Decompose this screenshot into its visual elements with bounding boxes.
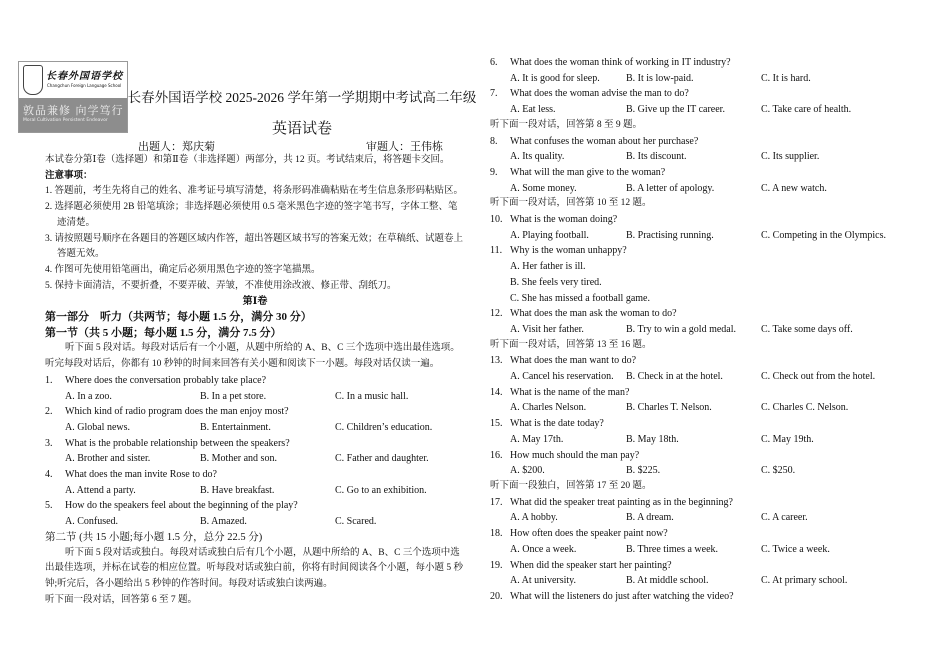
- intro: 本试卷分第Ⅰ卷（选择题）和第Ⅱ卷（非选择题）两部分，共 12 页。考试结束后，将答题卡交回。: [45, 155, 450, 165]
- option: B. At middle school.: [626, 575, 709, 587]
- questions-left: [45, 373, 465, 530]
- option: A. In a zoo.: [65, 390, 112, 402]
- reviewer: 审题人：王伟栋: [366, 141, 443, 153]
- question-number: 19.: [490, 559, 503, 571]
- question-number: 12.: [490, 308, 503, 320]
- note-item: 3. 请按照题号顺序在各题目的答题区域内作答，超出答题区域书写的答案无效；在草稿纸、试题卷上答题无效。: [45, 233, 464, 260]
- question: [490, 306, 915, 322]
- question: [490, 243, 915, 259]
- left-column: [45, 153, 465, 608]
- question-number: 1.: [45, 374, 53, 386]
- question-number: 13.: [490, 355, 503, 367]
- option: A. Its quality.: [510, 151, 565, 163]
- section1-instructions: 听下面 5 段对话。每段对话后有一个小题，从题中所给的 A、B、C 三个选项中选出最佳选项。听完每段对话后，你都有 10 秒钟的时间来回答有关小题和阅读下一小题。每段对话仅读一遍。: [45, 343, 460, 370]
- option: B. $225.: [626, 465, 661, 477]
- note-6-7: 听下面一段对话，回答第 6 至 7 题。: [45, 594, 198, 605]
- question-number: 4.: [45, 469, 53, 481]
- option: B. In a pet store.: [200, 390, 267, 402]
- question: [45, 373, 465, 389]
- option: C. $250.: [761, 465, 796, 477]
- options-row: [490, 542, 915, 558]
- option: A. Attend a party.: [65, 484, 136, 496]
- note-item: 5. 保持卡面清洁，不要折叠，不要弄破、弄皱，不准使用涂改液、修正带、刮纸刀。: [45, 280, 397, 291]
- option: A. Eat less.: [510, 104, 556, 116]
- question-number: 5.: [45, 500, 53, 512]
- section1-heading: 第一节（共 5 小题；每小题 1.5 分，满分 7.5 分）: [45, 326, 282, 339]
- options-row: [490, 369, 915, 385]
- option: C. Scared.: [335, 516, 377, 528]
- question-text: What is the date today?: [510, 418, 604, 430]
- option: A. Her father is ill.: [510, 261, 586, 273]
- options-row: [45, 451, 465, 467]
- options-row: [45, 420, 465, 436]
- question-text: How do the speakers feel about the beginning of the play?: [65, 500, 298, 512]
- option: C. Competing in the Olympics.: [761, 229, 886, 241]
- question-text: How much should the man pay?: [510, 449, 640, 461]
- section2-instructions: 听下面 5 段对话或独白。每段对话或独白后有几个小题，从题中所给的 A、B、C 三个选项中选出最佳选项，并标在试卷的相应位置。听每段对话或独白前，你将有时间阅读各个小题，每小题 5 秒钟;听完后，各小题给出 5 秒钟的作答时间。每段对话或独白读两遍。: [45, 547, 464, 589]
- question-text: What is the probable relationship between the speakers?: [65, 437, 290, 449]
- option: A. Once a week.: [510, 543, 577, 555]
- option: B. A letter of apology.: [626, 182, 715, 194]
- question-number: 8.: [490, 135, 498, 147]
- question-number: 7.: [490, 88, 498, 100]
- question-text: What does the woman advise the man to do?: [510, 88, 689, 100]
- option: A. At university.: [510, 575, 577, 587]
- authors: [138, 138, 443, 154]
- question-number: 14.: [490, 386, 503, 398]
- question: [45, 498, 465, 514]
- option: B. It is low-paid.: [626, 72, 694, 84]
- question-number: 10.: [490, 214, 503, 226]
- question: [490, 558, 915, 574]
- option: C. Take care of health.: [761, 104, 852, 116]
- options-row: [490, 510, 915, 526]
- question-text: What confuses the woman about her purchase?: [510, 135, 699, 147]
- part1-heading: 第一部分 听力（共两节；每小题 1.5 分，满分 30 分）: [45, 311, 312, 324]
- options-row: [490, 463, 915, 479]
- question: [45, 467, 465, 483]
- section2: [45, 530, 465, 609]
- question-text: Where does the conversation probably take place?: [65, 374, 267, 386]
- question-number: 11.: [490, 245, 503, 257]
- question: [45, 436, 465, 452]
- note-item: 1. 答题前，考生先将自己的姓名、准考证号填写清楚，将条形码准确粘贴在考生信息条形码粘贴区。: [45, 186, 464, 197]
- question-text: What does the man want to do?: [510, 355, 637, 367]
- exam-subtitle: 英语试卷: [271, 121, 332, 137]
- option: C. A new watch.: [761, 182, 827, 194]
- options-row: [490, 322, 915, 338]
- question-number: 20.: [490, 590, 503, 602]
- option: A. Confused.: [65, 516, 119, 528]
- option: A. May 17th.: [510, 433, 564, 445]
- option: A. Visit her father.: [510, 323, 584, 335]
- logo-school-name: 长春外国语学校: [46, 71, 123, 82]
- option: B. Three times a week.: [626, 543, 719, 555]
- question-number: 18.: [490, 528, 503, 540]
- question-text: Why is the woman unhappy?: [510, 245, 627, 257]
- notes-title: 注意事项：: [45, 170, 93, 181]
- question: [490, 86, 915, 102]
- option: C. She has missed a football game.: [510, 292, 650, 304]
- options-row: [490, 102, 915, 118]
- option: C. Father and daughter.: [335, 453, 429, 465]
- question: [490, 385, 915, 401]
- question: [490, 55, 915, 71]
- question-text: What will the man give to the woman?: [510, 166, 666, 178]
- section-note: 听下面一段对话，回答第 13 至 16 题。: [490, 339, 652, 350]
- questions-right: [490, 55, 915, 605]
- options-row: [490, 71, 915, 87]
- option: C. Take some days off.: [761, 323, 853, 335]
- option: C. Twice a week.: [761, 543, 830, 555]
- question: [45, 404, 465, 420]
- option: B. Entertainment.: [200, 421, 271, 433]
- volume-heading: 第Ⅰ卷: [242, 296, 268, 308]
- question: [490, 526, 915, 542]
- option: B. She feels very tired.: [510, 276, 602, 288]
- option: A. Some money.: [510, 182, 577, 194]
- option: A. Charles Nelson.: [510, 402, 587, 414]
- note-item: 4. 作图可先使用铅笔画出，确定后必须用黑色字迹的签字笔描黑。: [45, 264, 321, 275]
- section-note: 听下面一段对话，回答第 8 至 9 题。: [490, 119, 643, 130]
- options-row: [45, 514, 465, 530]
- question-number: 17.: [490, 496, 503, 508]
- question-number: 15.: [490, 418, 503, 430]
- option: C. Charles C. Nelson.: [761, 402, 849, 414]
- school-logo: [18, 61, 128, 133]
- option: C. Go to an exhibition.: [335, 484, 427, 496]
- option: C. Children’s education.: [335, 421, 433, 433]
- question-number: 16.: [490, 449, 503, 461]
- question-text: When did the speaker start her painting?: [510, 559, 672, 571]
- option: B. Practising running.: [626, 229, 714, 241]
- option: A. $200.: [510, 465, 545, 477]
- question: [490, 212, 915, 228]
- section2-heading: 第二节 (共 15 小题;每小题 1.5 分，总分 22.5 分): [45, 531, 263, 543]
- options-row: [490, 149, 915, 165]
- option: C. At primary school.: [761, 575, 848, 587]
- options-row: [490, 573, 915, 589]
- options-row: [490, 228, 915, 244]
- logo-motto: 敦品兼修 向学笃行: [23, 104, 124, 117]
- option: B. Charles T. Nelson.: [626, 402, 712, 414]
- question: [490, 134, 915, 150]
- option: B. A dream.: [626, 512, 674, 524]
- option: C. In a music hall.: [335, 390, 409, 402]
- logo-motto-en: Moral Cultivation Persistent Endeavor: [23, 118, 108, 123]
- question: [490, 165, 915, 181]
- question-text: What is the woman doing?: [510, 214, 618, 226]
- option: B. Check in at the hotel.: [626, 371, 723, 383]
- options-row: [45, 389, 465, 405]
- section-note: 听下面一段对话，回答第 10 至 12 题。: [490, 198, 652, 209]
- option: B. May 18th.: [626, 433, 679, 445]
- option: A. It is good for sleep.: [510, 72, 600, 84]
- question: [490, 448, 915, 464]
- question: [490, 589, 915, 605]
- option: C. A career.: [761, 512, 808, 524]
- question-text: Which kind of radio program does the man enjoy most?: [65, 406, 289, 418]
- question: [490, 353, 915, 369]
- option: C. May 19th.: [761, 433, 814, 445]
- section-note: 听下面一段独白，回答第 17 至 20 题。: [490, 480, 652, 491]
- question-text: What will the listeners do just after watching the video?: [510, 590, 734, 602]
- option: A. Brother and sister.: [65, 453, 151, 465]
- question-text: What does the woman think of working in IT industry?: [510, 57, 731, 68]
- question-text: What did the speaker treat painting as in the beginning?: [510, 496, 733, 508]
- question-text: What is the name of the man?: [510, 386, 630, 398]
- option: C. Check out from the hotel.: [761, 371, 876, 383]
- question-number: 3.: [45, 437, 53, 449]
- question-text: What does the man invite Rose to do?: [65, 469, 217, 481]
- note-item: 2. 选择题必须使用 2B 铅笔填涂；非选择题必须使用 0.5 毫米黑色字迹的签字笔书写，字体工整、笔迹清楚。: [45, 202, 458, 228]
- option: C. Its supplier.: [761, 151, 820, 163]
- question-text: What does the man ask the woman to do?: [510, 308, 677, 320]
- question: [490, 416, 915, 432]
- question-number: 9.: [490, 166, 498, 178]
- question-text: How often does the speaker paint now?: [510, 528, 668, 540]
- option: B. Mother and son.: [200, 453, 277, 465]
- option: B. Its discount.: [626, 151, 687, 163]
- options-row: [490, 181, 915, 197]
- question-number: 6.: [490, 57, 498, 68]
- option: A. Playing football.: [510, 229, 589, 241]
- setter: 出题人：郑庆菊: [138, 141, 215, 153]
- question-number: 2.: [45, 406, 53, 418]
- option: B. Give up the IT career.: [626, 104, 725, 116]
- option: B. Try to win a gold medal.: [626, 323, 737, 335]
- option: A. Global news.: [65, 421, 130, 433]
- logo-school-name-en: Changchun Foreign Language School: [47, 83, 122, 88]
- notes-list: [45, 184, 465, 294]
- exam-title: 长春外国语学校 2025-2026 学年第一学期期中考试高二年级: [127, 90, 477, 105]
- option: C. It is hard.: [761, 72, 811, 84]
- options-row: [45, 483, 465, 499]
- options-row: [490, 400, 915, 416]
- option: B. Amazed.: [200, 516, 247, 528]
- school-emblem-icon: [23, 65, 43, 95]
- option: A. Cancel his reservation.: [510, 371, 614, 383]
- question: [490, 495, 915, 511]
- options-row: [490, 432, 915, 448]
- option: A. A hobby.: [510, 512, 558, 524]
- option: B. Have breakfast.: [200, 484, 275, 496]
